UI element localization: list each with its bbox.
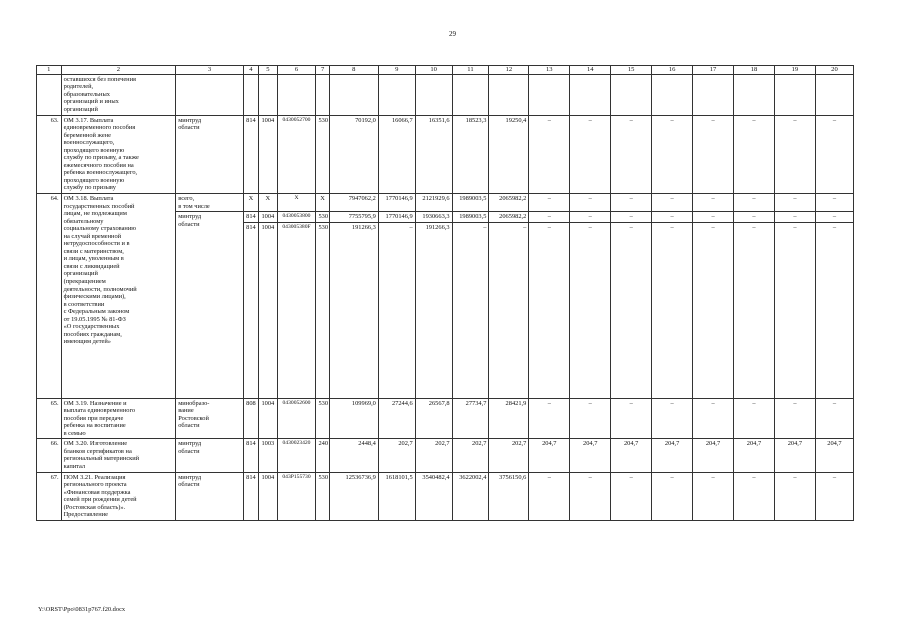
- executor-cell: [176, 212, 244, 399]
- col-13-cell: –: [529, 472, 570, 520]
- executor-cell-line: области: [178, 481, 200, 489]
- executor-cell-line: минтруд: [178, 213, 202, 221]
- col-10-cell: 2121929,6: [415, 193, 452, 211]
- col-18-cell: –: [734, 193, 775, 211]
- col-6-cell: X: [277, 193, 316, 211]
- empty-cell: [243, 74, 258, 115]
- measure-name-cell-line: ОМ 3.18. Выплата: [63, 194, 114, 202]
- column-number-header: 20: [815, 66, 853, 75]
- executor-cell-line: области: [178, 422, 200, 430]
- table-row: [37, 472, 854, 520]
- col-20-cell: –: [815, 212, 853, 223]
- col-6-cell: 0430052700: [277, 115, 316, 193]
- row-number-cell: 64.: [37, 193, 62, 398]
- col-9-cell: 202,7: [378, 439, 415, 472]
- col-10-cell: 26567,8: [415, 398, 452, 439]
- column-number-header: 13: [529, 66, 570, 75]
- empty-cell: [774, 74, 815, 115]
- col-11-cell: 202,7: [452, 439, 489, 472]
- col-11-cell: 18523,3: [452, 115, 489, 193]
- empty-cell: [452, 74, 489, 115]
- col-9-cell: 27244,6: [378, 398, 415, 439]
- data-table: [36, 65, 854, 521]
- measure-name-cell-line: ребенка военнослужащего,: [63, 169, 138, 177]
- col-13-cell: –: [529, 398, 570, 439]
- measure-name-cell-line: государственных пособий: [63, 202, 135, 210]
- col-7-cell: 530: [316, 398, 329, 439]
- col-9-cell: 1618101,5: [378, 472, 415, 520]
- col-13-cell: –: [529, 115, 570, 193]
- col-11-cell: 1989003,5: [452, 193, 489, 211]
- column-number-header: 8: [329, 66, 378, 75]
- col-4-cell: 808: [243, 398, 258, 439]
- measure-name-cell-line: организаций: [63, 270, 98, 278]
- col-17-cell: –: [693, 193, 734, 211]
- column-number-header: 15: [611, 66, 652, 75]
- executor-cell-line: минтруд: [178, 473, 202, 481]
- col-12-cell: –: [489, 222, 529, 398]
- col-16-cell: 204,7: [652, 439, 693, 472]
- col-12-cell: 202,7: [489, 439, 529, 472]
- col-16-cell: –: [652, 398, 693, 439]
- executor-cell: [176, 472, 244, 520]
- col-15-cell: –: [611, 398, 652, 439]
- measure-name-cell-line: в семью: [63, 429, 86, 437]
- measure-name-cell-line: физическими лицами),: [63, 293, 126, 301]
- measure-name-cell-line: обязательному: [63, 217, 104, 225]
- col-17-cell: –: [693, 115, 734, 193]
- col-8-cell: 12536736,9: [329, 472, 378, 520]
- column-number-header: 6: [277, 66, 316, 75]
- table-row: [37, 115, 854, 193]
- measure-name-cell-line: связи с материнством,: [63, 247, 124, 255]
- measure-name-cell-line: семей при рождении детей: [63, 496, 137, 504]
- executor-cell-line: минтруд: [178, 440, 202, 448]
- col-7-cell: X: [316, 193, 329, 211]
- col-12-cell: 3756150,6: [489, 472, 529, 520]
- col-15-cell: –: [611, 222, 652, 398]
- executor-cell: [176, 115, 244, 193]
- header-row: [37, 66, 854, 75]
- col-15-cell: –: [611, 115, 652, 193]
- executor-cell-line: в том числе: [178, 202, 210, 210]
- col-12-cell: 28421,9: [489, 398, 529, 439]
- empty-cell: [815, 74, 853, 115]
- measure-name-cell-line: на случай временной: [63, 232, 122, 240]
- measure-name-cell-line: от 19.05.1995 № 81-ФЗ: [63, 315, 126, 323]
- col-5-cell: 1004: [259, 472, 277, 520]
- col-15-cell: –: [611, 472, 652, 520]
- empty-cell: [734, 74, 775, 115]
- col-14-cell: –: [570, 222, 611, 398]
- row-number-cell: 63.: [37, 115, 62, 193]
- col-18-cell: 204,7: [734, 439, 775, 472]
- col-20-cell: –: [815, 193, 853, 211]
- empty-cell: [570, 74, 611, 115]
- col-8-cell: 7947062,2: [329, 193, 378, 211]
- col-18-cell: –: [734, 115, 775, 193]
- col-10-cell: 16351,6: [415, 115, 452, 193]
- col-13-cell: –: [529, 222, 570, 398]
- executor-cell: [176, 398, 244, 439]
- column-number-header: 12: [489, 66, 529, 75]
- measure-name-cell-line: «Финансовая поддержка: [63, 488, 131, 496]
- col-16-cell: –: [652, 222, 693, 398]
- col-11-cell: 27734,7: [452, 398, 489, 439]
- empty-cell: [415, 74, 452, 115]
- measure-name-cell-line: пособиях гражданам,: [63, 330, 122, 338]
- col-18-cell: –: [734, 398, 775, 439]
- col-17-cell: 204,7: [693, 439, 734, 472]
- col-19-cell: –: [774, 212, 815, 223]
- measure-name-cell-line: лицам, не подлежащим: [63, 210, 127, 218]
- measure-name-cell: [61, 439, 176, 472]
- col-14-cell: –: [570, 193, 611, 211]
- measure-name-cell-line: ребенка на воспитание: [63, 422, 126, 430]
- executor-cell-line: области: [178, 220, 200, 228]
- table-row: [37, 439, 854, 472]
- col-4-cell: 814: [243, 439, 258, 472]
- col-15-cell: –: [611, 193, 652, 211]
- col-13-cell: 204,7: [529, 439, 570, 472]
- executor-cell-line: области: [178, 124, 200, 132]
- col-6-cell: 043005380F: [277, 222, 316, 398]
- col-14-cell: –: [570, 472, 611, 520]
- column-number-header: 16: [652, 66, 693, 75]
- col-20-cell: –: [815, 115, 853, 193]
- col-6-cell: 0430052600: [277, 398, 316, 439]
- column-number-header: 10: [415, 66, 452, 75]
- row-number-cell: 65.: [37, 398, 62, 439]
- col-11-cell: 1989003,5: [452, 212, 489, 223]
- empty-cell: [611, 74, 652, 115]
- measure-name-cell-line: с Федеральным законом: [63, 308, 130, 316]
- col-16-cell: –: [652, 212, 693, 223]
- col-14-cell: –: [570, 115, 611, 193]
- col-4-cell: 814: [243, 472, 258, 520]
- col-10-cell: 1930663,3: [415, 212, 452, 223]
- col-12-cell: 19250,4: [489, 115, 529, 193]
- executor-cell-line: минобразо-: [178, 399, 210, 407]
- col-20-cell: –: [815, 472, 853, 520]
- column-number-header: 5: [259, 66, 277, 75]
- col-10-cell: 202,7: [415, 439, 452, 472]
- executor-cell-line: области: [178, 447, 200, 455]
- measure-name-cell-line: оставшихся без попечения: [63, 75, 136, 83]
- executor-cell: [176, 193, 244, 211]
- measure-name-cell-line: Предоставление: [63, 511, 108, 519]
- col-9-cell: 16066,7: [378, 115, 415, 193]
- executor-cell-line: минтруд: [178, 116, 202, 124]
- col-6-cell: 0430023420: [277, 439, 316, 472]
- measure-name-cell-line: региональный материнский: [63, 455, 140, 463]
- measure-name-cell-line: родителей,: [63, 83, 94, 91]
- col-17-cell: –: [693, 222, 734, 398]
- table-row: [37, 74, 854, 115]
- col-4-cell: 814: [243, 115, 258, 193]
- measure-name-cell-line: ежемесячного пособия на: [63, 161, 134, 169]
- measure-name-cell-line: бланков сертификатов на: [63, 447, 132, 455]
- col-5-cell: 1004: [259, 212, 277, 223]
- measure-name-cell-line: нетрудоспособности и в: [63, 240, 130, 248]
- col-7-cell: 530: [316, 212, 329, 223]
- col-11-cell: 3622002,4: [452, 472, 489, 520]
- measure-name-cell-line: (прекращением: [63, 277, 106, 285]
- measure-name-cell-line: службу по призыву, а также: [63, 154, 139, 162]
- col-13-cell: –: [529, 212, 570, 223]
- table-row: [37, 398, 854, 439]
- col-5-cell: 1003: [259, 439, 277, 472]
- col-9-cell: –: [378, 222, 415, 398]
- col-8-cell: 7755795,9: [329, 212, 378, 223]
- row-number-cell: 67.: [37, 472, 62, 520]
- measure-name-cell-line: (Ростовская область)».: [63, 503, 126, 511]
- col-15-cell: 204,7: [611, 439, 652, 472]
- empty-cell: [529, 74, 570, 115]
- measure-name-cell-line: проходящего военную: [63, 176, 125, 184]
- col-19-cell: –: [774, 222, 815, 398]
- measure-name-cell-line: ОМ 3.20. Изготовление: [63, 440, 128, 448]
- column-number-header: 19: [774, 66, 815, 75]
- executor-cell-line: всего,: [178, 194, 195, 202]
- col-20-cell: –: [815, 222, 853, 398]
- footer-file-path: Y:\ORST\Ppo\0831p767.f20.docx: [38, 606, 126, 613]
- empty-cell: [176, 74, 244, 115]
- col-9-cell: 1770146,9: [378, 212, 415, 223]
- col-20-cell: 204,7: [815, 439, 853, 472]
- col-8-cell: 109969,0: [329, 398, 378, 439]
- col-18-cell: –: [734, 222, 775, 398]
- col-11-cell: –: [452, 222, 489, 398]
- measure-name-cell-line: выплата единовременного: [63, 407, 136, 415]
- measure-name-cell-line: ПОМ 3.21. Реализация: [63, 473, 126, 481]
- col-4-cell: X: [243, 193, 258, 211]
- measure-name-cell: [61, 398, 176, 439]
- measure-name-cell-line: пособия при передаче: [63, 414, 124, 422]
- col-17-cell: –: [693, 212, 734, 223]
- col-19-cell: 204,7: [774, 439, 815, 472]
- col-5-cell: 1004: [259, 115, 277, 193]
- col-6-cell: 0430053800: [277, 212, 316, 223]
- empty-cell: [693, 74, 734, 115]
- measure-name-cell-line: социальному страхованию: [63, 225, 137, 233]
- col-14-cell: –: [570, 398, 611, 439]
- col-8-cell: 191266,3: [329, 222, 378, 398]
- measure-name-cell-line: «О государственных: [63, 323, 120, 331]
- col-15-cell: –: [611, 212, 652, 223]
- col-4-cell: 814: [243, 222, 258, 398]
- measure-name-cell-line: службу по призыву: [63, 184, 116, 192]
- measure-name-cell-line: единовременного пособия: [63, 124, 136, 132]
- col-16-cell: –: [652, 193, 693, 211]
- measure-name-cell-line: ОМ 3.19. Назначение и: [63, 399, 127, 407]
- col-5-cell: 1004: [259, 222, 277, 398]
- col-16-cell: –: [652, 472, 693, 520]
- col-8-cell: 2448,4: [329, 439, 378, 472]
- col-10-cell: 3540482,4: [415, 472, 452, 520]
- measure-name-cell-line: организаций: [63, 105, 98, 113]
- row-number-cell: [37, 74, 62, 115]
- col-7-cell: 530: [316, 222, 329, 398]
- measure-name-cell: [61, 74, 176, 115]
- measure-name-cell-line: организаций и иных: [63, 98, 119, 106]
- measure-name-cell-line: образовательных: [63, 90, 110, 98]
- column-number-header: 18: [734, 66, 775, 75]
- col-7-cell: 240: [316, 439, 329, 472]
- col-14-cell: 204,7: [570, 439, 611, 472]
- measure-name-cell-line: беременной жене: [63, 131, 111, 139]
- col-5-cell: 1004: [259, 398, 277, 439]
- col-6-cell: 043Р155730: [277, 472, 316, 520]
- measure-name-cell-line: военнослужащего,: [63, 139, 115, 147]
- measure-name-cell-line: имеющим детей»: [63, 338, 111, 346]
- col-19-cell: –: [774, 193, 815, 211]
- column-number-header: 17: [693, 66, 734, 75]
- measure-name-cell-line: и лицам, уволенным в: [63, 255, 124, 263]
- empty-cell: [329, 74, 378, 115]
- measure-name-cell-line: в соответствии: [63, 300, 105, 308]
- col-7-cell: 530: [316, 472, 329, 520]
- col-9-cell: 1770146,9: [378, 193, 415, 211]
- measure-name-cell-line: проходящего военную: [63, 146, 125, 154]
- measure-name-cell-line: связи с ликвидацией: [63, 262, 120, 270]
- measure-name-cell-line: капитал: [63, 462, 86, 470]
- executor-cell: [176, 439, 244, 472]
- col-19-cell: –: [774, 115, 815, 193]
- measure-name-cell: [61, 472, 176, 520]
- col-17-cell: –: [693, 472, 734, 520]
- measure-name-cell-line: деятельности, полномочий: [63, 285, 137, 293]
- measure-name-cell: [61, 193, 176, 398]
- empty-cell: [489, 74, 529, 115]
- column-number-header: 9: [378, 66, 415, 75]
- col-5-cell: X: [259, 193, 277, 211]
- measure-name-cell-line: регионального проекта: [63, 481, 127, 489]
- col-12-cell: 2065982,2: [489, 212, 529, 223]
- empty-cell: [277, 74, 316, 115]
- column-number-header: 3: [176, 66, 244, 75]
- col-12-cell: 2065982,2: [489, 193, 529, 211]
- empty-cell: [259, 74, 277, 115]
- col-20-cell: –: [815, 398, 853, 439]
- col-13-cell: –: [529, 193, 570, 211]
- col-18-cell: –: [734, 472, 775, 520]
- empty-cell: [652, 74, 693, 115]
- col-16-cell: –: [652, 115, 693, 193]
- empty-cell: [378, 74, 415, 115]
- col-18-cell: –: [734, 212, 775, 223]
- executor-cell-line: вание: [178, 407, 194, 415]
- col-17-cell: –: [693, 398, 734, 439]
- row-number-cell: 66.: [37, 439, 62, 472]
- empty-cell: [316, 74, 329, 115]
- column-number-header: 2: [61, 66, 176, 75]
- page-number: 29: [449, 30, 456, 38]
- executor-cell-line: Ростовской: [178, 414, 209, 422]
- col-8-cell: 70192,0: [329, 115, 378, 193]
- column-number-header: 14: [570, 66, 611, 75]
- column-number-header: 1: [37, 66, 62, 75]
- col-10-cell: 191266,3: [415, 222, 452, 398]
- measure-name-cell: [61, 115, 176, 193]
- col-4-cell: 814: [243, 212, 258, 223]
- table-row: [37, 193, 854, 211]
- column-number-header: 4: [243, 66, 258, 75]
- col-7-cell: 530: [316, 115, 329, 193]
- column-number-header: 7: [316, 66, 329, 75]
- col-14-cell: –: [570, 212, 611, 223]
- col-19-cell: –: [774, 398, 815, 439]
- col-19-cell: –: [774, 472, 815, 520]
- column-number-header: 11: [452, 66, 489, 75]
- measure-name-cell-line: ОМ 3.17. Выплата: [63, 116, 114, 124]
